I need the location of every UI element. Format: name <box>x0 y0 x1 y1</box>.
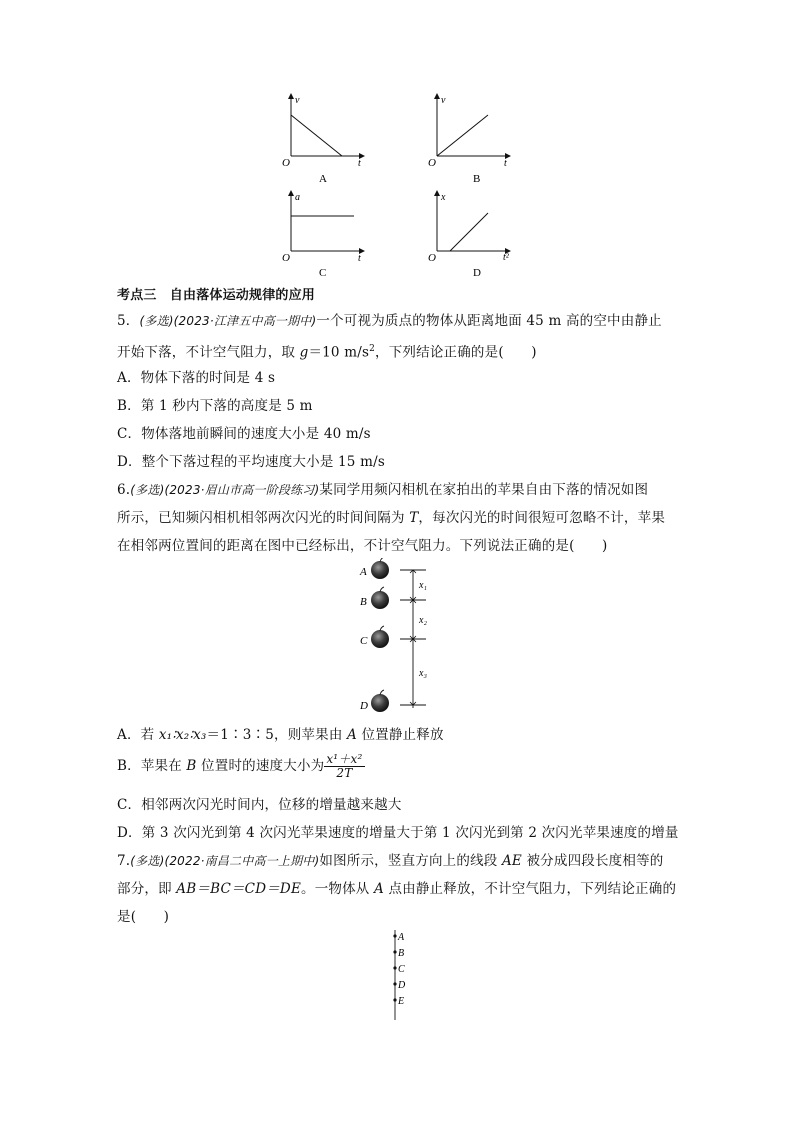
apple-c-icon <box>371 626 389 648</box>
q6-opt-b-fraction <box>324 753 364 780</box>
q6-t-symbol: T <box>409 510 419 526</box>
q5-option-c[interactable] <box>117 425 371 443</box>
graph-a-origin: O <box>282 157 290 169</box>
apple-b-icon <box>371 587 389 609</box>
q5-stem-1: 一个可视为质点的物体从距离地面 45 m 高的空中由静止 <box>316 313 662 329</box>
graph-b-x-label: t <box>504 158 507 169</box>
point-b: B <box>398 948 405 959</box>
q6-stem-2a: 所示，已知频闪相机相邻两次闪光的时间间隔为 <box>117 510 410 526</box>
q7-stem-2a: 部分，即 <box>117 881 177 897</box>
graph-c-x-label: t <box>358 253 361 264</box>
q5-stem-2c: ，下列结论正确的是( ) <box>375 344 537 361</box>
q6-opt-b-2: 位置时的速度大小为 <box>196 758 325 774</box>
q6-option-c[interactable] <box>117 796 402 814</box>
apple-pos-c: C <box>360 635 368 647</box>
q6-source: (2023·眉山市高一阶段练习) <box>164 483 320 497</box>
segment-diagram <box>385 928 425 1023</box>
graph-c <box>282 191 364 278</box>
spacing-x1: x₁ <box>419 580 427 591</box>
q6-opt-b-1: B．苹果在 <box>117 758 187 774</box>
q5-option-c-text: C．物体落地前瞬间的速度大小是 40 m/s <box>117 426 371 442</box>
q7-number: 7. <box>117 853 131 869</box>
q7-line-3 <box>117 908 169 926</box>
graph-c-origin: O <box>282 252 290 264</box>
q5-option-a-text: A．物体下落的时间是 4 s <box>117 370 276 386</box>
point-d: D <box>398 980 406 991</box>
q6-stem-3: 在相邻两位置间的距离在图中已经标出，不计空气阻力。下列说法正确的是( ) <box>117 538 608 554</box>
graph-b-letter: B <box>473 173 481 185</box>
apple-pos-b: B <box>360 596 367 608</box>
section-title-text: 考点三 自由落体运动规律的应用 <box>117 288 316 303</box>
q6-opt-a-2: ＝1∶3∶5，则苹果由 <box>206 727 348 743</box>
q6-opt-d-text: D．第 3 次闪光到第 4 次闪光苹果速度的增量大于第 1 次闪光到第 2 次闪光苹果速度的增量 <box>117 825 679 841</box>
graphs-figure <box>270 88 530 278</box>
spacing-x3: x₃ <box>419 668 427 679</box>
graph-d-x-label: t² <box>503 252 509 263</box>
q6-opt-a-expr: x₁∶x₂∶x₃ <box>158 727 207 743</box>
q5-stem-2b: ＝10 m/s <box>308 344 370 361</box>
graph-a-y-label: v <box>295 95 300 106</box>
q5-option-d-text: D．整个下落过程的平均速度大小是 15 m/s <box>117 454 385 470</box>
q5-stem-2a: 开始下落，不计空气阻力，取 <box>117 344 300 361</box>
q7-line-2 <box>117 880 676 898</box>
graph-c-y-label: a <box>295 192 300 203</box>
graph-a <box>282 94 364 185</box>
q5-stem-2-sup: 2 <box>369 344 376 354</box>
q7-stem-2c: 点由静止释放，不计空气阻力，下列结论正确的 <box>383 881 677 897</box>
graph-b <box>428 94 510 185</box>
apple-pos-d: D <box>360 700 368 712</box>
q6-opt-c-text: C．相邻两次闪光时间内，位移的增量越来越大 <box>117 797 402 813</box>
graph-b-origin: O <box>428 157 436 169</box>
q5-source: (2023·江津五中高一期中) <box>173 314 317 328</box>
q6-opt-b-numerator: x¹＋x² <box>326 752 363 766</box>
q6-option-b[interactable] <box>117 751 365 781</box>
q6-option-a[interactable] <box>117 726 444 744</box>
graph-d-y-label: x <box>441 192 446 203</box>
apple-diagram <box>350 558 460 718</box>
q7-stem-3: 是( ) <box>117 909 170 925</box>
q5-option-d[interactable] <box>117 453 385 471</box>
q5-g-symbol: g <box>299 344 309 361</box>
point-e: E <box>398 996 405 1007</box>
apple-a-icon <box>371 558 389 579</box>
point-c: C <box>398 964 405 975</box>
graph-a-x-label: t <box>358 158 361 169</box>
q6-line-3 <box>117 537 607 555</box>
graph-d-letter: D <box>473 267 481 278</box>
q5-number: 5． <box>117 313 140 329</box>
q7-line-1 <box>117 852 663 870</box>
q6-stem-1: 某同学用频闪相机在家拍出的苹果自由下落的情况如图 <box>319 482 649 498</box>
graph-d <box>428 191 510 278</box>
apple-d-icon <box>371 690 389 712</box>
q6-line-1 <box>117 481 648 499</box>
graph-d-origin: O <box>428 252 436 264</box>
q6-opt-a-1: A．若 <box>117 727 159 743</box>
section-title <box>117 287 315 305</box>
q7-start-pos: A <box>374 881 384 897</box>
q7-stem-1b: 被分成四段长度相等的 <box>521 853 664 869</box>
q6-opt-a-pos: A <box>347 727 357 743</box>
q5-tag: (多选) <box>139 314 174 328</box>
q6-line-2 <box>117 509 665 527</box>
graph-a-letter: A <box>319 173 327 185</box>
q6-number: 6. <box>117 482 131 498</box>
q7-ae: AE <box>501 853 522 869</box>
q6-opt-b-pos: B <box>186 758 197 774</box>
point-a: A <box>398 932 405 943</box>
q5-line-2 <box>117 340 537 362</box>
q6-opt-a-3: 位置静止释放 <box>356 727 444 743</box>
q6-stem-2b: ，每次闪光的时间很短可忽略不计，苹果 <box>418 510 666 526</box>
q7-stem-1a: 如图所示，竖直方向上的线段 <box>319 853 502 869</box>
q5-option-b-text: B．第 1 秒内下落的高度是 5 m <box>117 398 313 414</box>
q6-tag: (多选) <box>130 483 165 497</box>
apple-pos-a: A <box>360 566 367 578</box>
q6-option-d[interactable] <box>117 824 679 842</box>
q7-tag: (多选) <box>130 854 165 868</box>
q7-equation: AB＝BC＝CD＝DE <box>176 881 301 897</box>
q7-stem-2b: 。一物体从 <box>301 881 374 897</box>
graph-b-y-label: v <box>441 95 446 106</box>
q6-opt-b-denominator: 2T <box>336 766 353 780</box>
graph-c-letter: C <box>319 267 327 278</box>
q5-option-b[interactable] <box>117 397 313 415</box>
q5-option-a[interactable] <box>117 369 275 387</box>
q5-line-1 <box>117 312 662 330</box>
q7-source: (2022·南昌二中高一上期中) <box>164 854 320 868</box>
spacing-x2: x₂ <box>419 615 427 626</box>
